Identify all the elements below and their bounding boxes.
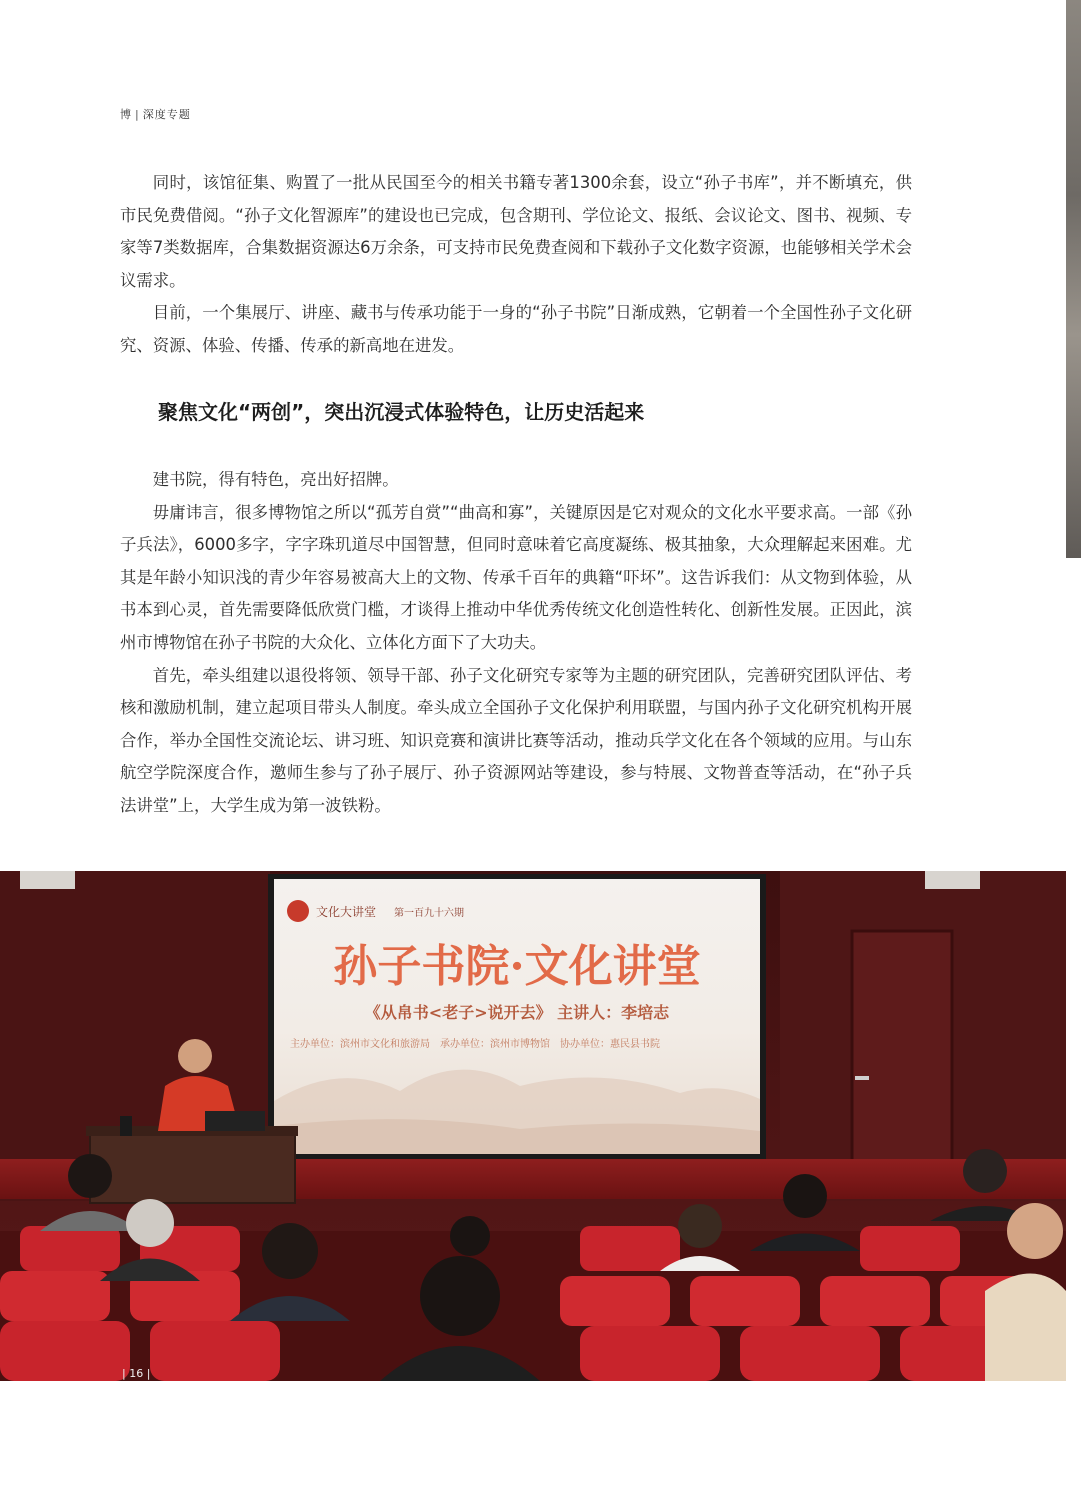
paragraph: 同时，该馆征集、购置了一批从民国至今的相关书籍专著1300余套，设立“孙子书库”，并不断填充，供市民免费借阅。“孙子文化智源库”的建设也已完成，包含期刊、学位论文、报纸、会议论文、图书、视频、专家等7类数据库，合集数据资源达6万余条，可支持市民免费查阅和下载孙子文化数字资源，也能够相关学术会议需求。 — [120, 173, 912, 290]
screen-logo-text: 文化大讲堂 — [316, 905, 377, 919]
page-number: | 16 | — [122, 1367, 151, 1380]
ceiling-speaker — [925, 871, 980, 889]
screen-organizers: 主办单位：滨州市文化和旅游局 承办单位：滨州市博物馆 协办单位：惠民县书院 — [290, 1039, 660, 1050]
header-brand: 博 — [120, 108, 132, 121]
water-bottle — [120, 1116, 132, 1136]
running-header — [120, 106, 191, 122]
laptop — [205, 1111, 265, 1131]
podium — [90, 1133, 295, 1203]
paragraph: 目前，一个集展厅、讲座、藏书与传承功能于一身的“孙子书院”日渐成熟，它朝着一个全国性孙子文化研究、资源、体验、传播、传承的新高地在进发。 — [120, 303, 912, 355]
adjacent-page-edge — [1066, 0, 1081, 558]
header-section: 深度专题 — [142, 108, 191, 121]
speaker-head — [178, 1039, 212, 1073]
screen-issue: 第一百九十六期 — [394, 908, 464, 919]
header-separator: | — [135, 108, 140, 121]
paragraph: 建书院，得有特色，亮出好招牌。 — [152, 470, 399, 489]
paragraph: 毋庸讳言，很多博物馆之所以“孤芳自赏”“曲高和寡”，关键原因是它对观众的文化水平要求高。一部《孙子兵法》，6000多字，字字珠玑道尽中国智慧，但同时意味着它高度凝练、极其抽象，大众理解起来困难。尤其是年龄小知识浅的青少年容易被高大上的文物、传承千百年的典籍“吓坏”。这告诉我们：从文物到体验，从书本到心灵，首先需要降低欣赏门槛，才谈得上推动中华优秀传统文化创造性转化、创新性发展。正因此，滨州市博物馆在孙子书院的大众化、立体化方面下了大功夫。 — [120, 502, 912, 652]
lecture-logo-icon — [287, 900, 309, 922]
article-body-bottom — [120, 464, 912, 823]
ceiling-speaker — [20, 871, 75, 889]
door — [852, 931, 952, 1181]
audience-seats — [0, 1226, 1066, 1381]
screen-main-title: 孙子书院·文化讲堂 — [333, 941, 701, 992]
lecture-photo-svg — [0, 871, 1066, 1381]
door-handle — [855, 1076, 869, 1080]
section-heading: 聚焦文化“两创”，突出沉浸式体验特色，让历史活起来 — [158, 400, 645, 424]
screen-subtitle: 《从帛书<老子>说开去》 主讲人：李培志 — [364, 1003, 670, 1022]
article-body-top — [120, 167, 912, 363]
lecture-photo — [0, 871, 1066, 1381]
paragraph: 首先，牵头组建以退役将领、领导干部、孙子文化研究专家等为主题的研究团队，完善研究团队评估、考核和激励机制，建立起项目带头人制度。牵头成立全国孙子文化保护利用联盟，与国内孙子文化研究机构开展合作，举办全国性交流论坛、讲习班、知识竞赛和演讲比赛等活动，推动兵学文化在各个领域的应用。与山东航空学院深度合作，邀师生参与了孙子展厅、孙子资源网站等建设，参与特展、文物普查等活动，在“孙子兵法讲堂”上，大学生成为第一波铁粉。 — [120, 665, 912, 815]
